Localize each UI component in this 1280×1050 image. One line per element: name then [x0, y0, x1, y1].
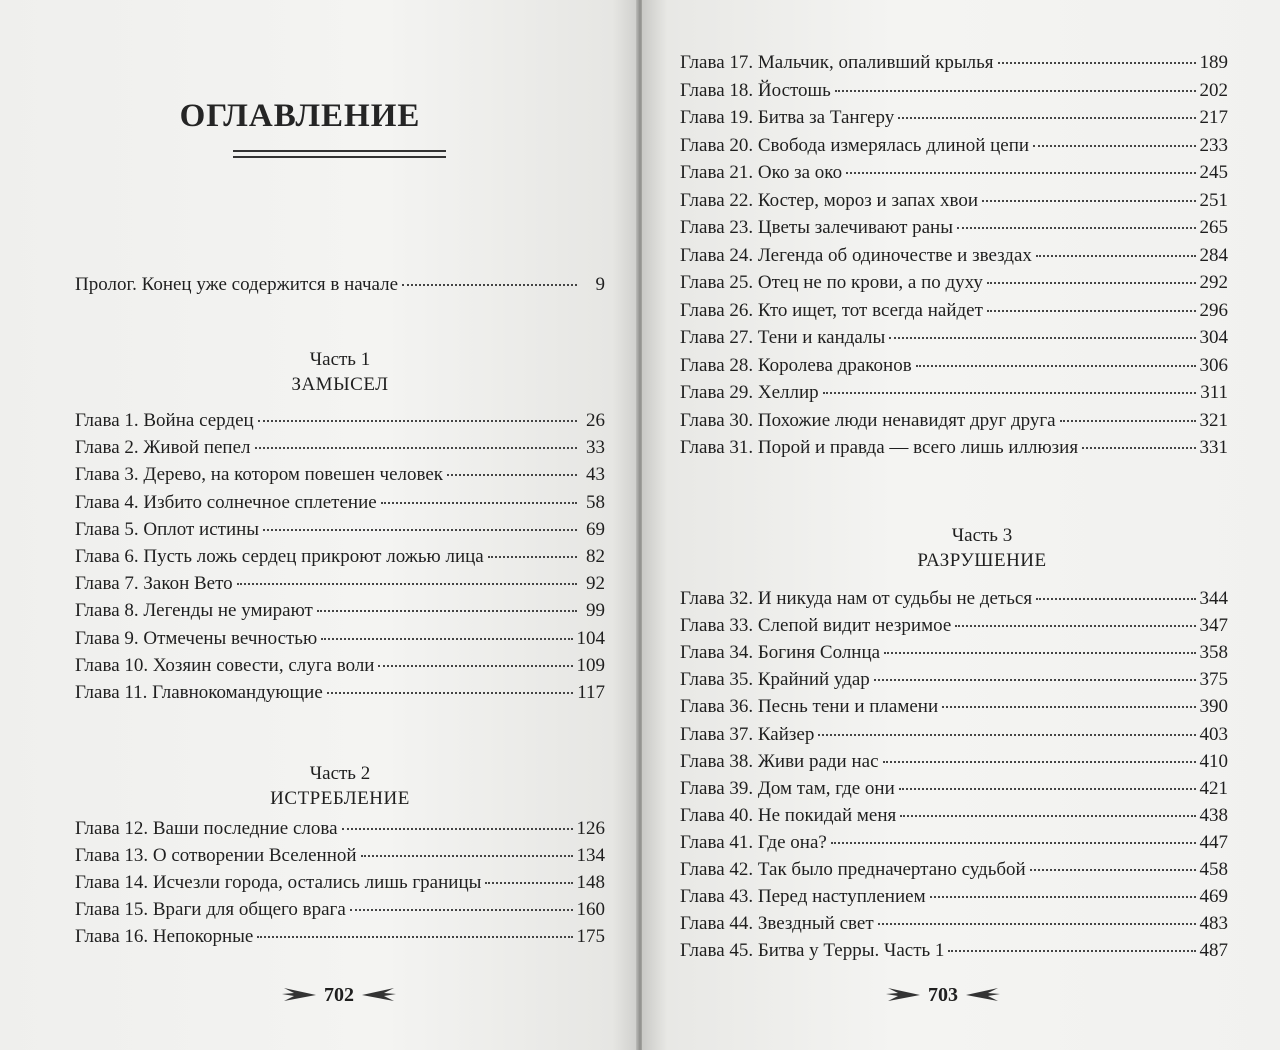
dot-leader: [957, 225, 1196, 229]
folio-number: 702: [324, 983, 354, 1006]
toc-entry-label: Глава 45. Битва у Терры. Часть 1: [680, 940, 945, 962]
toc-entry[interactable]: [75, 599, 605, 623]
toc-entry-label: Пролог. Конец уже содержится в начале: [75, 274, 399, 295]
toc-entry-page: 358: [1199, 642, 1228, 664]
toc-entry-label: Глава 30. Похожие люди ненавидят друг друга: [680, 409, 1056, 431]
toc-entry-label: Глава 6. Пусть ложь сердец прикроют ложью лица: [75, 546, 484, 567]
toc-entry[interactable]: [680, 106, 1228, 130]
toc-entry-label: Глава 21. Око за око: [680, 162, 843, 183]
toc-entry[interactable]: [680, 216, 1228, 240]
dot-leader: [846, 170, 1195, 174]
toc-entry-page: 26: [586, 410, 605, 431]
toc-entry[interactable]: [680, 695, 1228, 719]
toc-entry[interactable]: [75, 871, 605, 895]
toc-entry-page: 487: [1199, 940, 1228, 962]
dot-leader: [948, 948, 1195, 952]
toc-entry-page: 202: [1199, 79, 1228, 101]
toc-entry-label: Глава 8. Легенды не умирают: [75, 600, 313, 622]
toc-entry-label: Глава 42. Так было предначертано судьбой: [680, 859, 1026, 880]
toc-entry-page: 296: [1199, 299, 1228, 321]
title-rule-top: [233, 150, 446, 152]
dot-leader: [263, 527, 577, 531]
toc-entry-page: 331: [1199, 437, 1228, 458]
dot-leader: [327, 690, 573, 694]
dot-leader: [998, 60, 1196, 64]
dot-leader: [831, 840, 1196, 844]
dot-leader: [1060, 418, 1196, 422]
toc-entry-page: 347: [1199, 615, 1228, 637]
toc-entry-label: Глава 9. Отмечены вечностью: [75, 627, 318, 649]
toc-entry-page: 92: [586, 573, 605, 595]
folio-number: 703: [928, 983, 958, 1006]
toc-entry-page: 390: [1199, 696, 1228, 718]
dot-leader: [835, 88, 1196, 92]
toc-entry-label: Глава 5. Оплот истины: [75, 518, 260, 540]
toc-entry-page: 160: [576, 899, 605, 920]
toc-entry-page: 233: [1199, 134, 1228, 156]
toc-entry[interactable]: [680, 723, 1228, 747]
toc-entry[interactable]: [75, 681, 605, 705]
toc-entry-label: Глава 43. Перед наступлением: [680, 886, 926, 908]
toc-entry-label: Глава 40. Не покидай меня: [680, 804, 897, 826]
left-page: [0, 0, 638, 1050]
toc-entry[interactable]: [75, 572, 605, 596]
toc-entry[interactable]: [75, 409, 605, 433]
toc-entry-label: Глава 38. Живи ради нас: [680, 750, 879, 772]
toc-entry-page: 148: [576, 872, 605, 893]
toc-entry-label: Глава 16. Непокорные: [75, 926, 254, 947]
toc-entry[interactable]: [680, 134, 1228, 158]
toc-entry-page: 251: [1199, 189, 1228, 211]
toc-entry-page: 403: [1199, 723, 1228, 745]
dot-leader: [447, 472, 577, 476]
toc-entry[interactable]: [75, 925, 605, 949]
dot-leader: [982, 198, 1196, 202]
dot-leader: [987, 308, 1196, 312]
toc-entry-page: 109: [576, 654, 605, 676]
toc-entry-page: 217: [1199, 107, 1228, 128]
toc-entry-page: 82: [586, 546, 605, 567]
toc-entry[interactable]: [680, 885, 1228, 909]
toc-entry[interactable]: [75, 817, 605, 841]
toc-entry[interactable]: [75, 463, 605, 487]
toc-entry-page: 321: [1199, 409, 1228, 431]
toc-entry[interactable]: [75, 898, 605, 922]
toc-entry-page: 344: [1199, 588, 1228, 609]
toc-entry[interactable]: [680, 858, 1228, 882]
toc-entry-label: Глава 28. Королева драконов: [680, 354, 912, 376]
toc-entry-page: 99: [586, 600, 605, 622]
dot-leader: [878, 921, 1196, 925]
dot-leader: [350, 907, 573, 911]
dot-leader: [1033, 143, 1195, 147]
toc-entry[interactable]: [680, 409, 1228, 433]
toc-entry-page: 306: [1199, 354, 1228, 376]
toc-entry-page: 410: [1199, 750, 1228, 772]
toc-entry-label: Глава 2. Живой пепел: [75, 437, 251, 459]
dot-leader: [381, 500, 577, 504]
part-3-heading: Часть 3: [951, 525, 1013, 546]
toc-entry-label: Глава 24. Легенда об одиночестве и звездах: [680, 244, 1032, 266]
dot-leader: [1036, 253, 1196, 257]
toc-entry[interactable]: [75, 844, 605, 868]
dot-leader: [402, 282, 577, 286]
toc-entry-page: 311: [1200, 382, 1228, 403]
toc-entry-page: 458: [1199, 859, 1228, 880]
toc-entry-page: 189: [1199, 52, 1228, 73]
toc-entry-page: 9: [595, 274, 605, 295]
dot-leader: [258, 418, 577, 422]
part-1-name: ЗАМЫСЕЛ: [291, 374, 389, 395]
toc-entry[interactable]: [680, 299, 1228, 323]
toc-entry[interactable]: [680, 271, 1228, 295]
toc-entry-label: Глава 44. Звездный свет: [680, 913, 874, 935]
toc-entry-label: Глава 18. Йостошь: [680, 79, 831, 101]
toc-entry-label: Глава 17. Мальчик, опаливший крылья: [680, 52, 994, 73]
toc-entry[interactable]: [680, 777, 1228, 801]
toc-entry-label: Глава 25. Отец не по крови, а по духу: [680, 272, 983, 293]
dot-leader: [488, 554, 577, 558]
dot-leader: [955, 623, 1195, 627]
toc-entry[interactable]: [75, 491, 605, 515]
toc-entry-page: 284: [1199, 244, 1228, 266]
toc-entry[interactable]: [680, 189, 1228, 213]
wing-right-icon: [362, 987, 396, 1003]
dot-leader: [237, 581, 577, 585]
dot-leader: [255, 445, 577, 449]
dot-leader: [317, 608, 577, 612]
toc-entry-label: Глава 22. Костер, мороз и запах хвои: [680, 189, 978, 211]
dot-leader: [485, 880, 572, 884]
toc-entry-page: 483: [1199, 913, 1228, 935]
dot-leader: [930, 894, 1196, 898]
part-3-name: РАЗРУШЕНИЕ: [917, 550, 1047, 571]
dot-leader: [342, 826, 573, 830]
toc-entry[interactable]: [680, 79, 1228, 103]
wing-left-icon: [886, 987, 920, 1003]
toc-entry-page: 134: [576, 845, 605, 866]
toc-entry-label: Глава 13. О сотворении Вселенной: [75, 845, 357, 866]
toc-entry-label: Глава 27. Тени и кандалы: [680, 327, 886, 348]
dot-leader: [1030, 867, 1196, 871]
toc-entry-label: Глава 33. Слепой видит незримое: [680, 615, 952, 637]
toc-entry[interactable]: [680, 939, 1228, 963]
toc-entry-page: 33: [586, 437, 605, 459]
toc-entry-label: Глава 19. Битва за Тангеру: [680, 107, 895, 128]
dot-leader: [874, 677, 1196, 681]
toc-entry[interactable]: [680, 614, 1228, 638]
toc-entry-page: 117: [577, 682, 605, 703]
toc-entry-label: Глава 10. Хозяин совести, слуга воли: [75, 654, 375, 676]
toc-entry-page: 469: [1199, 886, 1228, 908]
toc-entry[interactable]: [680, 804, 1228, 828]
toc-entry-label: Глава 4. Избито солнечное сплетение: [75, 491, 377, 513]
toc-entry[interactable]: [680, 831, 1228, 855]
dot-leader: [987, 280, 1196, 284]
toc-entry[interactable]: [75, 654, 605, 678]
toc-entry[interactable]: [680, 326, 1228, 350]
dot-leader: [916, 363, 1196, 367]
dot-leader: [1036, 596, 1195, 600]
toc-entry-page: 43: [586, 464, 605, 486]
toc-entry-page: 175: [576, 926, 605, 947]
toc-entry-page: 304: [1199, 327, 1228, 348]
toc-entry[interactable]: [680, 381, 1228, 405]
toc-entry-label: Глава 37. Кайзер: [680, 723, 815, 745]
toc-entry-label: Глава 39. Дом там, где они: [680, 777, 895, 799]
toc-entry[interactable]: [680, 51, 1228, 75]
toc-entry-page: 447: [1199, 831, 1228, 853]
toc-entry[interactable]: [680, 354, 1228, 378]
toc-entry-prologue[interactable]: [75, 273, 605, 297]
part-2-heading: Часть 2: [309, 763, 371, 784]
toc-entry-label: Глава 20. Свобода измерялась длиной цепи: [680, 134, 1030, 156]
toc-entry-label: Глава 29. Хеллир: [680, 382, 819, 403]
dot-leader: [257, 934, 572, 938]
toc-entry-label: Глава 11. Главнокомандующие: [75, 682, 323, 703]
dot-leader: [378, 663, 572, 667]
part-1-heading: Часть 1: [309, 349, 371, 370]
page-number-left: [282, 982, 396, 1008]
toc-entry-page: 292: [1199, 272, 1228, 293]
toc-entry[interactable]: [680, 587, 1228, 611]
dot-leader: [818, 732, 1195, 736]
toc-title: ОГЛАВЛЕНИЕ: [179, 98, 421, 134]
toc-entry-label: Глава 34. Богиня Солнца: [680, 642, 881, 664]
toc-entry-page: 375: [1199, 669, 1228, 691]
toc-entry-label: Глава 32. И никуда нам от судьбы не деться: [680, 588, 1033, 609]
toc-entry-label: Глава 35. Крайний удар: [680, 669, 870, 691]
page-number-right: [886, 982, 1000, 1008]
dot-leader: [899, 786, 1196, 790]
toc-entry-page: 126: [576, 818, 605, 839]
toc-entry[interactable]: [680, 668, 1228, 692]
toc-entry-page: 438: [1199, 804, 1228, 826]
toc-entry[interactable]: [75, 545, 605, 569]
toc-entry[interactable]: [680, 244, 1228, 268]
toc-entry[interactable]: [680, 641, 1228, 665]
toc-entry-page: 421: [1199, 777, 1228, 799]
toc-entry-label: Глава 15. Враги для общего врага: [75, 899, 346, 920]
toc-entry[interactable]: [75, 627, 605, 651]
dot-leader: [883, 759, 1196, 763]
toc-entry-label: Глава 12. Ваши последние слова: [75, 818, 338, 839]
toc-entry-page: 265: [1199, 217, 1228, 238]
dot-leader: [823, 390, 1197, 394]
toc-entry[interactable]: [680, 436, 1228, 460]
toc-entry-label: Глава 36. Песнь тени и пламени: [680, 696, 939, 718]
part-2-name: ИСТРЕБЛЕНИЕ: [270, 788, 410, 809]
dot-leader: [942, 704, 1195, 708]
toc-entry-label: Глава 3. Дерево, на котором повешен человек: [75, 464, 444, 486]
toc-entry-page: 104: [576, 627, 605, 649]
title-rule-bottom: [233, 156, 446, 158]
dot-leader: [321, 636, 572, 640]
dot-leader: [898, 115, 1195, 119]
toc-entry-label: Глава 31. Порой и правда — всего лишь иллюзия: [680, 437, 1079, 458]
dot-leader: [900, 813, 1195, 817]
toc-entry[interactable]: [680, 912, 1228, 936]
toc-entry[interactable]: [75, 436, 605, 460]
toc-entry-label: Глава 41. Где она?: [680, 831, 827, 853]
toc-entry-page: 69: [586, 518, 605, 540]
toc-entry-label: Глава 1. Война сердец: [75, 410, 254, 431]
wing-left-icon: [282, 987, 316, 1003]
wing-right-icon: [966, 987, 1000, 1003]
toc-entry[interactable]: [680, 161, 1228, 185]
toc-entry-page: 58: [586, 491, 605, 513]
dot-leader: [884, 650, 1195, 654]
toc-entry-label: Глава 26. Кто ищет, тот всегда найдет: [680, 299, 983, 321]
dot-leader: [889, 335, 1195, 339]
toc-entry[interactable]: [75, 518, 605, 542]
toc-entry-label: Глава 14. Исчезли города, остались лишь границы: [75, 872, 482, 893]
toc-entry-label: Глава 7. Закон Вето: [75, 573, 233, 595]
toc-entry-label: Глава 23. Цветы залечивают раны: [680, 217, 953, 238]
toc-entry-page: 245: [1199, 162, 1228, 183]
right-page: [642, 0, 1280, 1050]
dot-leader: [1082, 445, 1195, 449]
dot-leader: [361, 853, 573, 857]
toc-entry[interactable]: [680, 750, 1228, 774]
